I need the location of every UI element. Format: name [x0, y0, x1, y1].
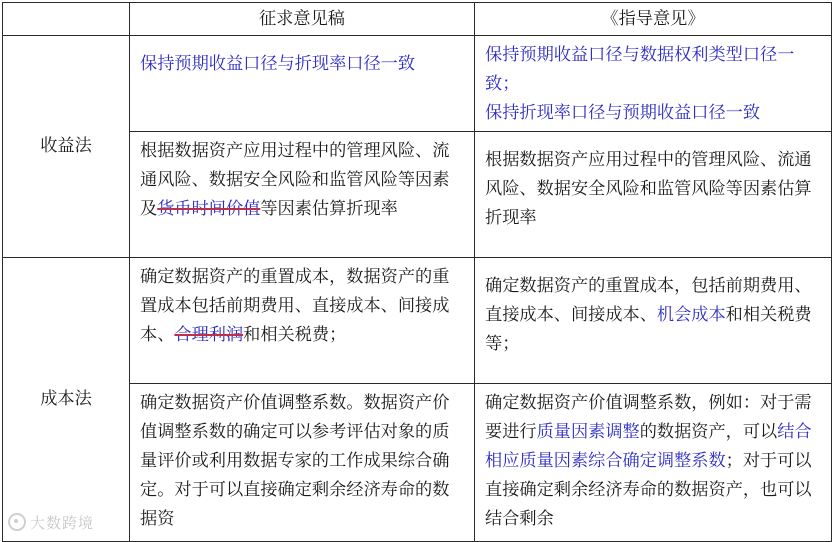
income-r1-final-text-a: 保持预期收益口径与数据权利类型口径一致； [485, 45, 795, 94]
header-row [3, 3, 832, 36]
category-income-label: 收益法 [40, 136, 92, 156]
income-r2-draft-pre: 根据数据资产应用过程中的管理风险、流通风险、数据安全风险和监管风险等因素及 [140, 141, 450, 219]
watermark [8, 512, 94, 533]
income-r2-draft-deleted: 货币时间价值 [157, 199, 261, 219]
income-r2-final [475, 132, 832, 258]
cost-r2-draft [130, 384, 475, 542]
comparison-table [2, 2, 832, 542]
cost-r2-draft-text: 确定数据资产价值调整系数。数据资产价值调整系数的确定可以参考评估对象的质量评价或利用数据专家的工作成果综合确定。对于可以直接确定剩余经济寿命的数据资 [140, 393, 450, 529]
cost-r2-final-2: 的数据资产，可以 [639, 422, 778, 442]
category-cost-label: 成本法 [40, 389, 92, 409]
income-r2-final-text: 根据数据资产应用过程中的管理风险、流通风险、数据安全风险和监管风险等因素估算折现率 [485, 150, 812, 228]
header-final: 《指导意见》 [475, 3, 832, 36]
cost-r1-draft-post: 和相关税费； [243, 325, 347, 345]
wechat-channel-icon [8, 513, 26, 531]
cost-r2-final-3: ；对于可以直接确定剩余经济寿命的数据资产，也可以结合剩余 [485, 451, 812, 529]
cost-r1-final-pre: 确定数据资产的重置成本，包括前期费用、直接成本、间接成本、 [485, 276, 812, 325]
income-r1-draft [130, 36, 475, 132]
cost-r1-draft-pre: 确定数据资产的重置成本，数据资产的重置成本包括前期费用、直接成本、间接成本、 [140, 267, 450, 345]
category-cost [3, 258, 130, 542]
cost-r2-final-1: 确定数据资产价值调整系数，例如：对于需要进行 [485, 393, 812, 442]
cost-row-1 [3, 258, 832, 384]
income-r2-draft-post: 等因素估算折现率 [260, 199, 398, 219]
cost-r2-final-blue2: 结合相应质量因素综合确定调整系数 [485, 422, 812, 471]
header-empty-cell [3, 3, 130, 36]
cost-r2-final [475, 384, 832, 542]
income-r1-final [475, 36, 832, 132]
watermark-text: 大数跨境 [30, 514, 95, 532]
income-r1-final-text-b: 保持折现率口径与预期收益口径一致 [485, 103, 761, 123]
income-row-1 [3, 36, 832, 132]
cost-r2-final-blue1: 质量因素调整 [536, 422, 640, 442]
cost-r1-final-post: 和相关税费等； [485, 305, 812, 354]
cost-r1-draft-deleted: 合理利润 [174, 325, 244, 345]
category-income [3, 36, 130, 258]
cost-r1-draft [130, 258, 475, 384]
header-draft: 征求意见稿 [130, 3, 475, 36]
cost-r1-final [475, 258, 832, 384]
income-r1-draft-text: 保持预期收益口径与折现率口径一致 [140, 54, 416, 74]
income-r2-draft [130, 132, 475, 258]
cost-r1-final-blue: 机会成本 [656, 305, 726, 325]
